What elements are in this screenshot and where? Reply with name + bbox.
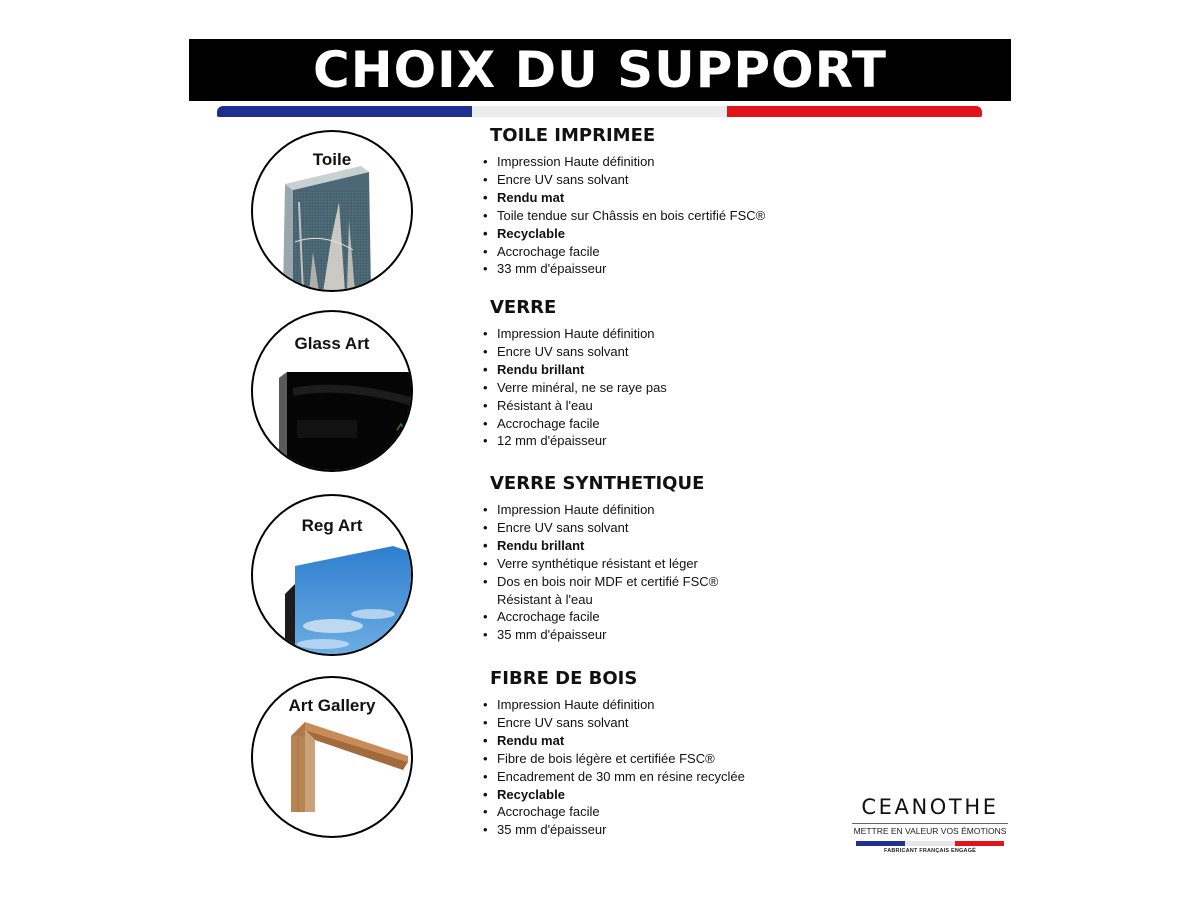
- support-label: Reg Art: [301, 516, 363, 535]
- section-verre-synthetique: [490, 471, 718, 644]
- feature-item: • Rendu brillant: [490, 361, 667, 379]
- feature-item: • Toile tendue sur Châssis en bois certifié FSC®: [490, 207, 765, 225]
- feature-list: [490, 153, 765, 278]
- brand-flag-stripe: [856, 841, 1004, 846]
- feature-item: • 33 mm d'épaisseur: [490, 260, 765, 278]
- support-label: Toile: [312, 150, 352, 169]
- support-label: Glass Art: [294, 334, 370, 353]
- feature-item: • Accrochage facile: [490, 608, 718, 626]
- title-banner: [189, 39, 1011, 101]
- brand-tagline: METTRE EN VALEUR VOS ÉMOTIONS: [852, 823, 1008, 836]
- feature-item: • Accrochage facile: [490, 803, 745, 821]
- feature-item: • Impression Haute définition: [490, 501, 718, 519]
- feature-list: [490, 501, 718, 644]
- feature-item: • Impression Haute définition: [490, 696, 745, 714]
- feature-item: • Accrochage facile: [490, 415, 667, 433]
- feature-item: • Rendu brillant: [490, 537, 718, 555]
- section-heading: VERRE: [490, 297, 557, 318]
- feature-item: • Impression Haute définition: [490, 325, 667, 343]
- feature-item: • Accrochage facile: [490, 243, 765, 261]
- feature-item: • Rendu mat: [490, 189, 765, 207]
- feature-item: • Verre minéral, ne se raye pas: [490, 379, 667, 397]
- support-image-glass-art: [251, 310, 413, 472]
- feature-item: • Rendu mat: [490, 732, 745, 750]
- feature-item: • Encre UV sans solvant: [490, 343, 667, 361]
- support-image-toile: [251, 130, 413, 292]
- brand-logo: [852, 797, 1008, 854]
- section-fibre-de-bois: [490, 666, 745, 839]
- feature-item: • Encre UV sans solvant: [490, 171, 765, 189]
- support-image-reg-art: [251, 494, 413, 656]
- feature-item: • Recyclable: [490, 786, 745, 804]
- feature-item: • 12 mm d'épaisseur: [490, 432, 667, 450]
- section-heading: TOILE IMPRIMEE: [490, 125, 656, 146]
- feature-list: [490, 696, 745, 839]
- french-flag-stripe: [217, 106, 982, 117]
- section-heading: VERRE SYNTHETIQUE: [490, 473, 705, 494]
- feature-item: • Dos en bois noir MDF et certifié FSC®: [490, 573, 718, 591]
- feature-item: • Encre UV sans solvant: [490, 714, 745, 732]
- section-verre: [490, 295, 667, 450]
- support-label: Art Gallery: [288, 696, 376, 715]
- section-heading: FIBRE DE BOIS: [490, 668, 638, 689]
- support-image-art-gallery: [251, 676, 413, 838]
- feature-item: • Résistant à l'eau: [490, 397, 667, 415]
- brand-subtag: FABRICANT FRANÇAIS ENGAGÉ: [883, 848, 977, 854]
- feature-item: • Fibre de bois légère et certifiée FSC®: [490, 750, 745, 768]
- feature-item: • 35 mm d'épaisseur: [490, 626, 718, 644]
- feature-item: • Encre UV sans solvant: [490, 519, 718, 537]
- feature-item: • Encadrement de 30 mm en résine recyclée: [490, 768, 745, 786]
- feature-item: • 35 mm d'épaisseur: [490, 821, 745, 839]
- page-title: CHOIX DU SUPPORT: [313, 41, 887, 99]
- feature-list: [490, 325, 667, 450]
- feature-item: • Impression Haute définition: [490, 153, 765, 171]
- brand-name: CEANOTHE: [861, 795, 999, 819]
- feature-item: Résistant à l'eau: [497, 591, 593, 607]
- section-toile: [490, 123, 765, 278]
- feature-item: • Recyclable: [490, 225, 765, 243]
- feature-item: • Verre synthétique résistant et léger: [490, 555, 718, 573]
